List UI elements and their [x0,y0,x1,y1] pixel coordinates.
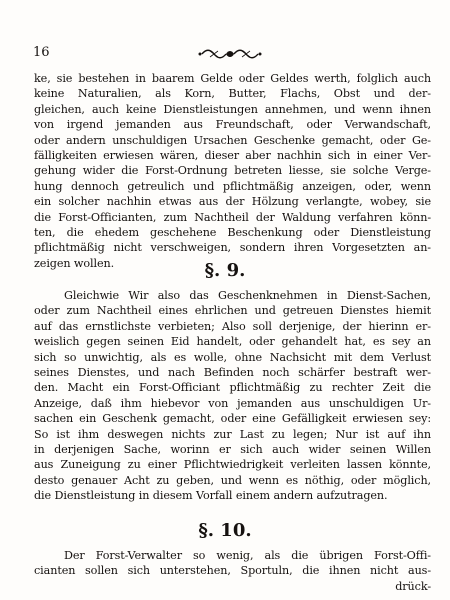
text-line: ten, die ehedem geschehene Beschenkung oder Dienstleistung [34,225,431,239]
text-line: keine Naturalien, als Korn, Butter, Flachs, Obst und der- [34,87,431,101]
text-line: von irgend jemanden aus Freundschaft, oder Verwandschaft, [34,118,431,132]
text-line: sachen ein Geschenk gemacht, oder eine Gefälligkeit erwiesen sey: [34,412,431,426]
section-heading-9: §. 9. [204,260,246,281]
text-line: sich so unwichtig, als es wolle, ohne Nachsicht mit dem Verlust [34,350,431,364]
text-line: Gleichwie Wir also das Geschenknehmen in Dienst-Sachen, [64,289,431,302]
text-line: in derjenigen Sache, worinn er sich auch wider seinen Willen [34,442,431,456]
text-line: zeigen wollen. [34,256,115,270]
text-line: ein solcher nachhin etwas aus der Hölzung verlangte, wobey, sie [34,195,431,209]
text-line: auf das ernstlichste verbieten; Also soll derjenige, der hierinn er- [34,319,431,333]
text-line: cianten sollen sich unterstehen, Sportuln, die ihnen nicht aus- [34,564,431,578]
paragraph-continued [34,71,431,271]
text-line: pflichtmäßig nicht verschweigen, sondern ihren Vorgesetzten an- [34,241,431,255]
text-line: weislich gegen seinen Eid handelt, oder gehandelt hat, es sey an [34,335,431,349]
paragraph-section-10 [34,548,431,594]
text-line: Der Forst-Verwalter so wenig, als die übrigen Forst-Offi- [64,549,431,562]
text-line: So ist ihm deswegen nichts zur Last zu legen; Nur ist auf ihn [34,427,431,441]
page-number: 16 [33,45,50,60]
text-line: desto genauer Acht zu geben, und wenn es nöthig, oder möglich, [34,473,431,487]
text-line: hung dennoch getreulich und pflichtmäßig anzeigen, oder, wenn [34,179,431,193]
text-line: oder andern unschuldigen Ursachen Geschenke gemacht, oder Ge- [34,133,431,147]
text-line: fälligkeiten erwiesen wären, dieser aber nachhin sich in einer Ver- [34,148,431,162]
text-line: den. Macht ein Forst-Officiant pflichtmäßig zu rechter Zeit die [34,381,431,395]
paragraph-section-9 [34,288,431,503]
text-line: gleichen, auch keine Dienstleistungen annehmen, und wenn ihnen [34,102,431,116]
text-line: seines Dienstes, und nach Befinden noch schärfer bestraft wer- [34,365,431,379]
printer-ornament-icon [198,48,262,60]
text-line: aus Zuneigung zu einer Pflichtwiedrigkeit verleiten lassen könnte, [34,458,431,472]
text-line: gehung wider die Forst-Ordnung betreten liesse, sie solche Verge- [34,164,431,178]
text-line: Anzeige, daß ihm hiebevor von jemanden aus unschuldigen Ur- [34,396,431,410]
text-line: die Dienstleistung in diesem Vorfall einem andern aufzutragen. [34,489,388,503]
text-line: oder zum Nachtheil eines ehrlichen und getreuen Dienstes hiemit [34,304,431,318]
text-line: drück- [395,579,431,593]
text-line: ke, sie bestehen in baarem Gelde oder Geldes werth, folglich auch [34,72,431,85]
section-heading-10: §. 10. [198,520,252,541]
text-line: die Forst-Officianten, zum Nachtheil der Waldung verfahren könn- [34,210,431,224]
